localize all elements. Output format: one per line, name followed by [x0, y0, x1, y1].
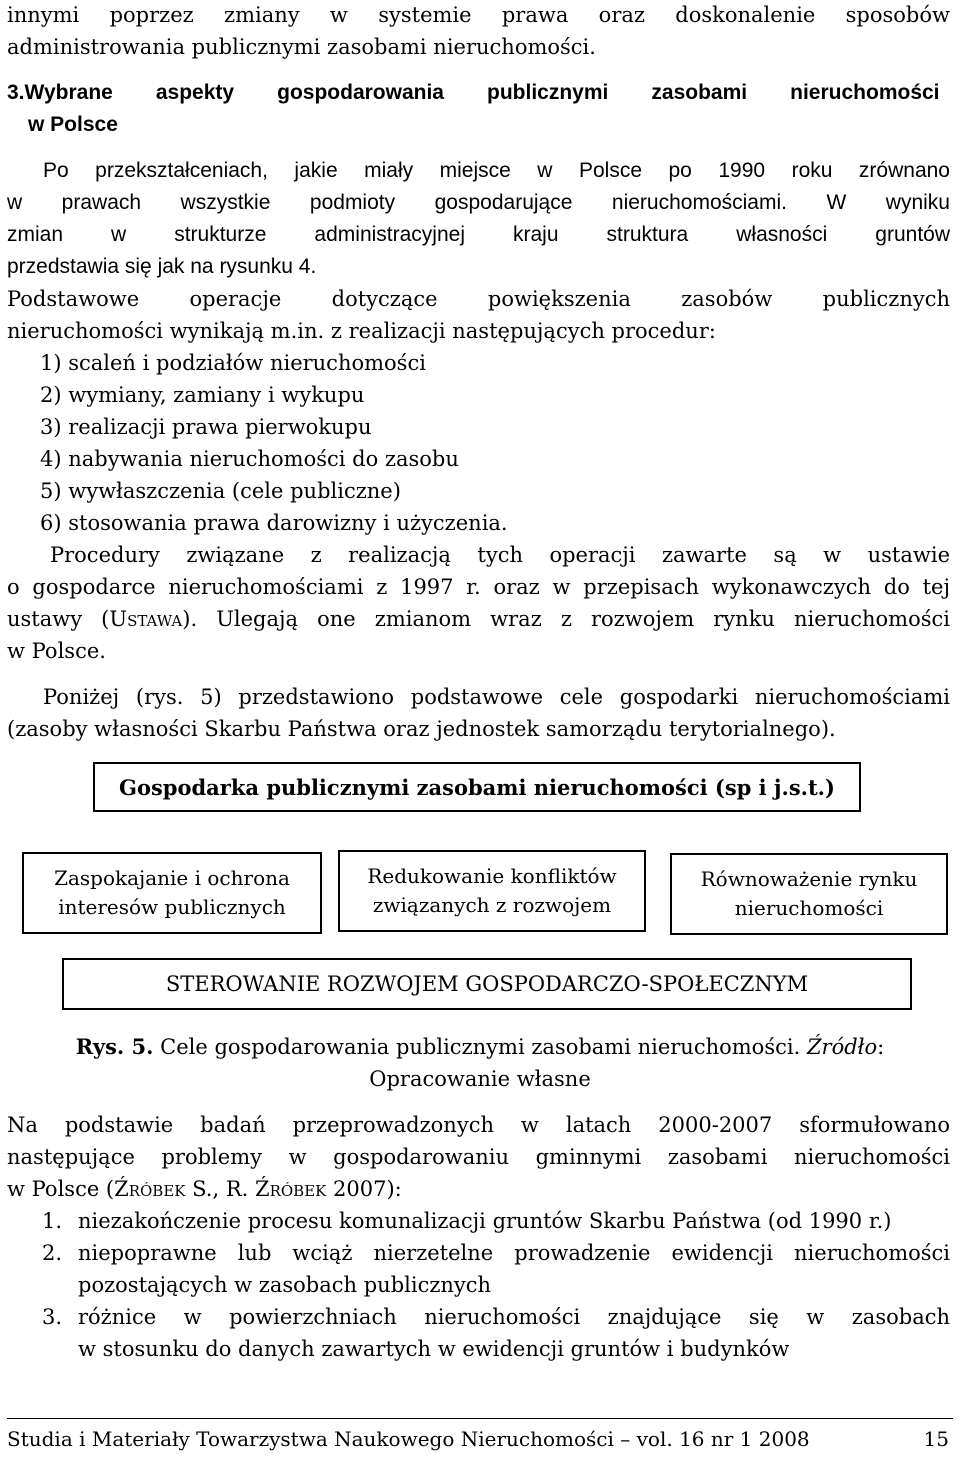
footer-journal: Studia i Materiały Towarzystwa Naukowego Nieruchomości – vol. 16 nr 1 2008: [7, 1427, 810, 1451]
list-item: 1) scaleń i podziałów nieruchomości: [40, 351, 426, 375]
paragraph-line: następujące problemy w gospodarowaniu gminnymi zasobami nieruchomości: [7, 1145, 950, 1169]
list-number: 1.: [42, 1209, 63, 1233]
list-item: 3) realizacji prawa pierwokupu: [40, 415, 372, 439]
citation: Źróbek S., R. Źróbek: [114, 1177, 327, 1201]
page-number: 15: [923, 1427, 949, 1451]
paragraph-line: (zasoby własności Skarbu Państwa oraz jednostek samorządu terytorialnego).: [7, 717, 836, 741]
diagram-bottom-box: [62, 958, 912, 1010]
paragraph-line: [7, 604, 950, 634]
text-span: ustawy (: [7, 607, 110, 631]
figure-caption: [0, 1032, 960, 1062]
paragraph-line: Po przekształceniach, jakie miały miejsce w Polsce po 1990 roku zrównano: [43, 159, 950, 182]
paragraph-line: w Polsce.: [7, 639, 106, 663]
paragraph-line: administrowania publicznymi zasobami nieruchomości.: [7, 35, 596, 59]
text-span: 2007):: [326, 1177, 402, 1201]
list-item: różnice w powierzchniach nieruchomości znajdujące się w zasobach: [78, 1305, 950, 1329]
caption-text: Cele gospodarowania publicznymi zasobami nieruchomości.: [153, 1035, 807, 1059]
paragraph-line: nieruchomości wynikają m.in. z realizacji następujących procedur:: [7, 319, 716, 343]
list-item: 5) wywłaszczenia (cele publiczne): [40, 479, 401, 503]
diagram-top-box: [93, 762, 861, 812]
goal-label: nieruchomości: [734, 896, 884, 920]
caption-label: Rys. 5.: [75, 1034, 154, 1059]
diagram-top-label: Gospodarka publicznymi zasobami nieruchomości (sp i j.s.t.): [119, 774, 835, 800]
footer-rule: [7, 1418, 953, 1419]
list-item-continuation: w stosunku do danych zawartych w ewidencji gruntów i budynków: [78, 1337, 790, 1361]
list-item: niepoprawne lub wciąż nierzetelne prowadzenie ewidencji nieruchomości: [78, 1241, 950, 1265]
goal-label: Zaspokajanie i ochrona: [54, 866, 290, 890]
figure-caption-line2: Opracowanie własne: [369, 1067, 591, 1091]
text-span: ). Ulegają one zmianom wraz z rozwojem rynku nieruchomości: [182, 607, 950, 631]
section-title-line1: Wybrane aspekty gospodarowania publicznymi zasobami nieruchomości: [24, 81, 940, 104]
paragraph-line: zmian w strukturze administracyjnej kraju struktura własności gruntów: [7, 223, 950, 246]
list-item: 4) nabywania nieruchomości do zasobu: [40, 447, 459, 471]
section-heading: [7, 78, 950, 108]
list-item: 6) stosowania prawa darowizny i użyczenia.: [40, 511, 508, 535]
paragraph-line: [7, 1174, 950, 1204]
list-number: 3.: [42, 1305, 63, 1329]
goal-label: interesów publicznych: [58, 895, 286, 919]
section-number: 3.: [7, 81, 25, 104]
section-title-line2: w Polsce: [28, 113, 118, 136]
paragraph-line: Podstawowe operacje dotyczące powiększenia zasobów publicznych: [7, 287, 950, 311]
paragraph-line: Procedury związane z realizacją tych operacji zawarte są w ustawie: [50, 543, 950, 567]
goal-label: Równoważenie rynku: [700, 867, 918, 891]
diagram-goal-box: [338, 850, 646, 932]
goal-label: Redukowanie konfliktów: [367, 864, 617, 888]
goal-label: związanych z rozwojem: [372, 893, 612, 917]
paragraph-line: Na podstawie badań przeprowadzonych w latach 2000-2007 sformułowano: [7, 1113, 950, 1137]
paragraph-line: innymi poprzez zmiany w systemie prawa oraz doskonalenie sposobów: [7, 3, 950, 27]
diagram-bottom-label: STEROWANIE ROZWOJEM GOSPODARCZO-SPOŁECZNYM: [165, 972, 809, 996]
list-number: 2.: [42, 1241, 63, 1265]
list-item: niezakończenie procesu komunalizacji gruntów Skarbu Państwa (od 1990 r.): [78, 1209, 892, 1233]
caption-colon: :: [877, 1035, 885, 1059]
text-span: w Polsce (: [7, 1177, 115, 1201]
list-item: 2) wymiany, zamiany i wykupu: [40, 383, 365, 407]
page-footer: [7, 1424, 953, 1454]
paragraph-line: Poniżej (rys. 5) przedstawiono podstawowe cele gospodarki nieruchomościami: [43, 685, 950, 709]
diagram-goal-box: [670, 853, 948, 935]
list-item-continuation: pozostających w zasobach publicznych: [78, 1273, 492, 1297]
caption-source-label: Źródło: [806, 1035, 878, 1059]
paragraph-line: w prawach wszystkie podmioty gospodarujące nieruchomościami. W wyniku: [7, 191, 950, 214]
diagram-goal-box: [22, 852, 322, 934]
citation: Ustawa: [109, 607, 183, 631]
paragraph-line: o gospodarce nieruchomościami z 1997 r. oraz w przepisach wykonawczych do tej: [7, 575, 950, 599]
paragraph-line: przedstawia się jak na rysunku 4.: [7, 255, 317, 278]
